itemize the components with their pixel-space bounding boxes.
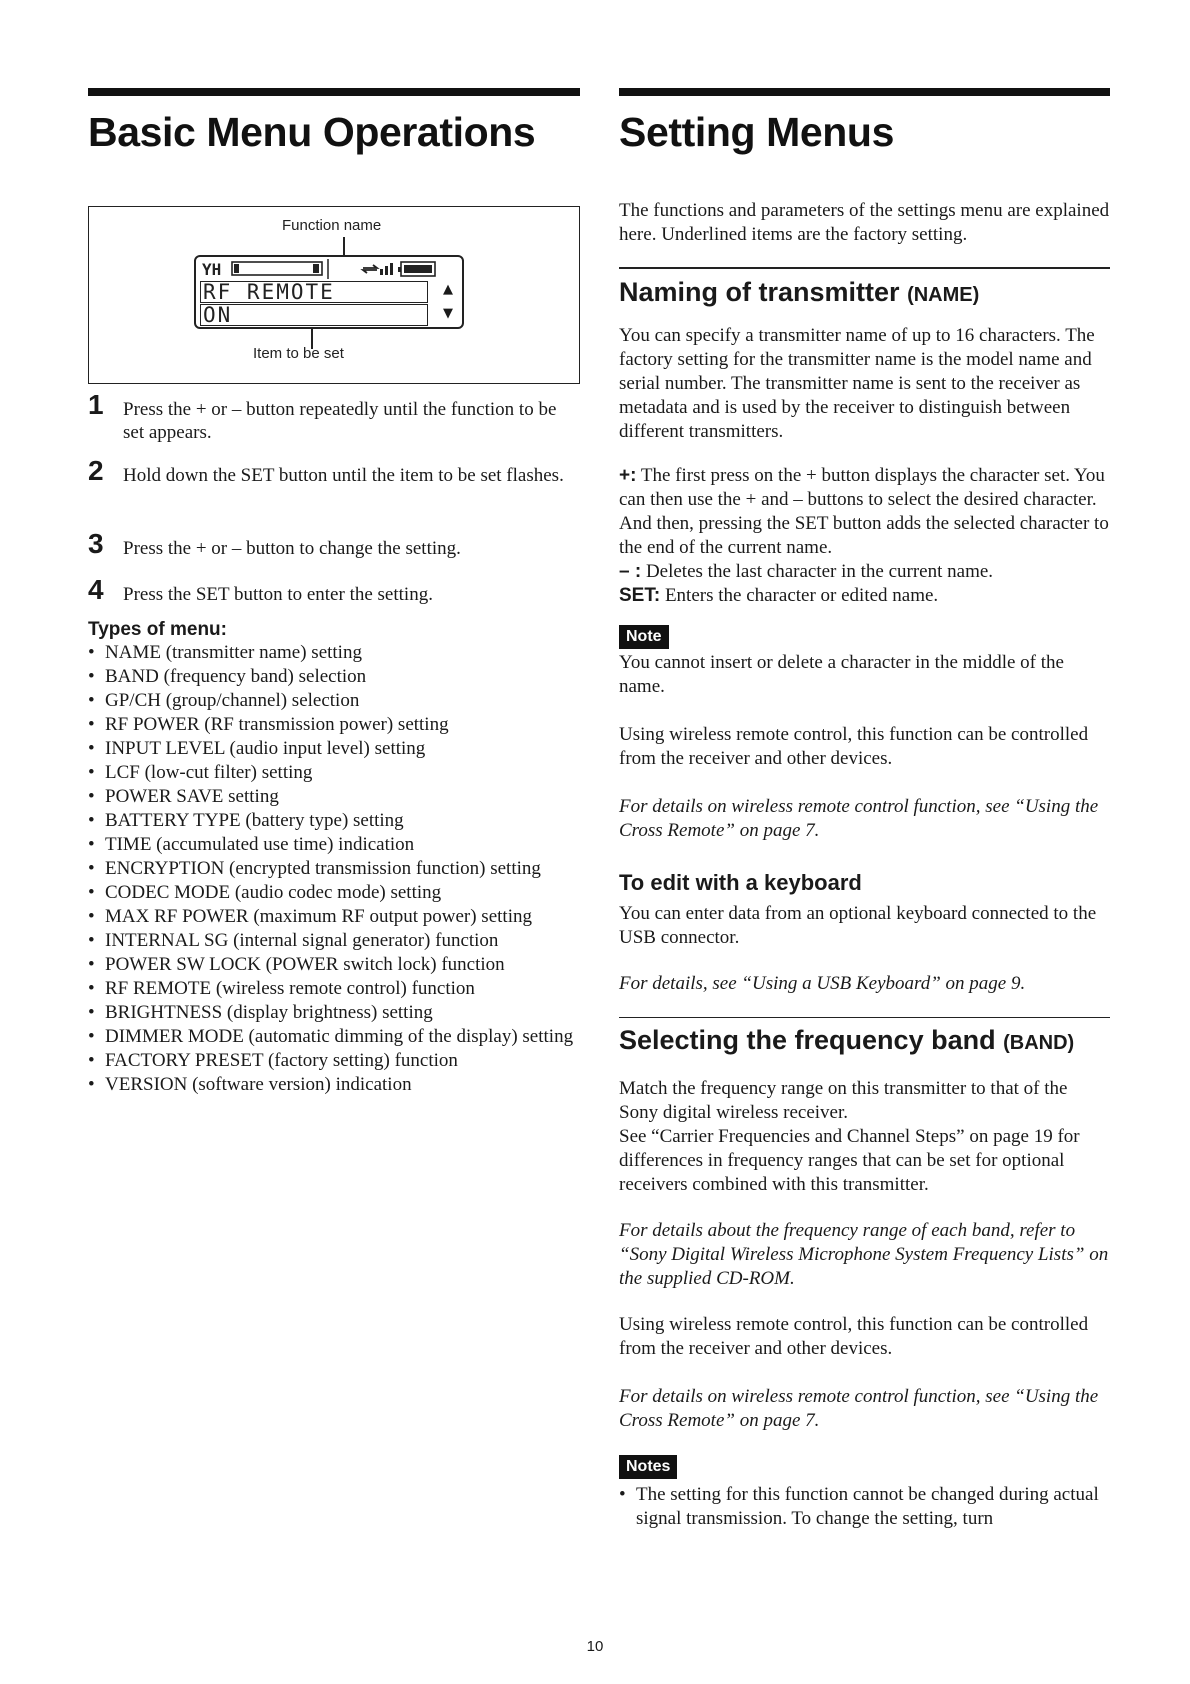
band-remote-reference: For details on wireless remote control function, see “Using the Cross Remote” on page 7. xyxy=(619,1386,1099,1431)
step-text: Hold down the SET button until the item to be set flashes. xyxy=(123,465,564,486)
section-divider xyxy=(619,1017,1110,1019)
set-key-label: SET: xyxy=(619,584,661,606)
section-title: Basic Menu Operations xyxy=(88,109,536,155)
title-rule xyxy=(88,88,580,96)
step-number: 1 xyxy=(88,389,104,420)
notes-list xyxy=(619,1483,1110,1531)
lcd-function-row: RF REMOTE xyxy=(200,281,428,303)
plus-button-desc xyxy=(619,464,1110,560)
menu-type-item: • DIMMER MODE (automatic dimming of the display) setting xyxy=(88,1025,580,1049)
menu-type-item: • BATTERY TYPE (battery type) setting xyxy=(88,809,580,833)
keyboard-text: You can enter data from an optional keyboard connected to the USB connector. xyxy=(619,902,1097,948)
down-arrow-icon: ▼ xyxy=(443,306,453,321)
band-heading-text: Selecting the frequency band xyxy=(619,1025,996,1055)
menu-type-item: • FACTORY PRESET (factory setting) function xyxy=(88,1049,580,1073)
notes-badge: Notes xyxy=(619,1455,677,1479)
types-heading: Types of menu: xyxy=(88,619,227,640)
function-name-label: Function name xyxy=(282,217,382,234)
item-label: Item to be set xyxy=(253,345,344,362)
up-arrow-icon: ▲ xyxy=(443,282,453,297)
menu-type-item: • NAME (transmitter name) setting xyxy=(88,641,580,665)
band-remote-text: Using wireless remote control, this function can be controlled from the receiver and other devices. xyxy=(619,1314,1089,1359)
step-number: 4 xyxy=(88,574,104,605)
menu-type-item: • BRIGHTNESS (display brightness) setting xyxy=(88,1001,580,1025)
set-button-desc xyxy=(619,584,1110,608)
set-key-text: Enters the character or edited name. xyxy=(664,584,939,606)
note-text: You cannot insert or delete a character in the middle of the name. xyxy=(619,651,1064,697)
lcd-status-bar xyxy=(200,259,458,279)
step-item xyxy=(88,528,580,583)
step-number: 2 xyxy=(88,455,104,486)
menu-type-item: • ENCRYPTION (encrypted transmission function) setting xyxy=(88,857,580,881)
name-heading-code: (NAME) xyxy=(907,283,980,306)
remote-control-reference: For details on wireless remote control function, see “Using the Cross Remote” on page 7. xyxy=(619,795,1099,841)
step-number: 3 xyxy=(88,528,104,559)
left-column xyxy=(88,88,580,1097)
steps-list xyxy=(88,389,580,617)
minus-key-text: Deletes the last character in the current name. xyxy=(645,560,994,582)
menu-type-item: • INTERNAL SG (internal signal generator) function xyxy=(88,929,580,953)
lcd-figure xyxy=(88,206,580,384)
lcd-item-row: ON xyxy=(200,304,428,326)
band-reference: For details about the frequency range of each band, refer to “Sony Digital Wireless Microphone System Frequency Lists” on the supplied CD-ROM. xyxy=(619,1220,1109,1289)
menu-type-item: • POWER SAVE setting xyxy=(88,785,580,809)
menu-type-item: • MAX RF POWER (maximum RF output power) setting xyxy=(88,905,580,929)
menu-type-item: • VERSION (software version) indication xyxy=(88,1073,580,1097)
keyboard-heading: To edit with a keyboard xyxy=(619,869,862,895)
band-description: Match the frequency range on this transmitter to that of the Sony digital wireless receiver. xyxy=(619,1078,1068,1123)
step-item xyxy=(88,574,580,617)
minus-button-desc xyxy=(619,560,1110,584)
band-see-also: See “Carrier Frequencies and Channel Steps” on page 19 for differences in frequency ranges that can be set for optional receivers combined with this transmitter. xyxy=(619,1126,1080,1195)
section-divider xyxy=(619,267,1110,269)
band-heading-code: (BAND) xyxy=(1003,1032,1075,1054)
level-meter-icon xyxy=(232,262,322,275)
step-text: Press the SET button to enter the setting. xyxy=(123,584,433,605)
step-text: Press the + or – button repeatedly until the function to be set appears. xyxy=(123,399,557,443)
note-badge: Note xyxy=(619,625,669,649)
name-heading-text: Naming of transmitter xyxy=(619,276,900,307)
name-description: You can specify a transmitter name of up to 16 characters. The factory setting for the transmitter name is the model name and serial number. The transmitter name is sent to the receiver as metadata and is used by the receiver to distinguish between different transmitters. xyxy=(619,324,1095,442)
signal-strength-icon xyxy=(363,263,393,275)
plus-key-text: The first press on the + button displays the character set. You can then use the + and – buttons to select the desired character. And then, pressing the SET button adds the selected character to the end of the current name. xyxy=(619,464,1109,558)
note-item: • The setting for this function cannot be changed during actual signal transmission. To change the setting, turn xyxy=(619,1483,1110,1531)
menu-type-item: • RF REMOTE (wireless remote control) function xyxy=(88,977,580,1001)
types-list xyxy=(88,641,580,1097)
name-section-heading xyxy=(619,276,1110,311)
menu-type-item: • POWER SW LOCK (POWER switch lock) function xyxy=(88,953,580,977)
plus-key-label: +: xyxy=(619,464,637,486)
intro-paragraph: The functions and parameters of the settings menu are explained here. Underlined items are the factory setting. xyxy=(619,200,1110,245)
remote-control-text: Using wireless remote control, this function can be controlled from the receiver and other devices. xyxy=(619,723,1089,769)
section-title: Setting Menus xyxy=(619,109,894,155)
keyboard-reference: For details, see “Using a USB Keyboard” on page 9. xyxy=(619,972,1026,994)
page-number: 10 xyxy=(586,1638,604,1655)
menu-type-item: • GP/CH (group/channel) selection xyxy=(88,689,580,713)
menu-type-item: • TIME (accumulated use time) indication xyxy=(88,833,580,857)
right-column xyxy=(619,88,1110,1531)
minus-key-label: – : xyxy=(619,560,642,582)
menu-type-item: • RF POWER (RF transmission power) setting xyxy=(88,713,580,737)
menu-type-item: • LCF (low-cut filter) setting xyxy=(88,761,580,785)
step-item xyxy=(88,389,580,464)
step-text: Press the + or – button to change the setting. xyxy=(123,538,461,559)
menu-type-item: • INPUT LEVEL (audio input level) setting xyxy=(88,737,580,761)
lcd-display xyxy=(194,255,464,329)
title-rule xyxy=(619,88,1110,96)
battery-icon xyxy=(398,262,435,276)
menu-type-item: • CODEC MODE (audio codec mode) setting xyxy=(88,881,580,905)
menu-type-item: • BAND (frequency band) selection xyxy=(88,665,580,689)
step-item xyxy=(88,455,580,537)
band-section-heading xyxy=(619,1024,1110,1059)
antenna-icon: YH xyxy=(202,260,222,279)
lcd-status-icons xyxy=(200,259,460,279)
